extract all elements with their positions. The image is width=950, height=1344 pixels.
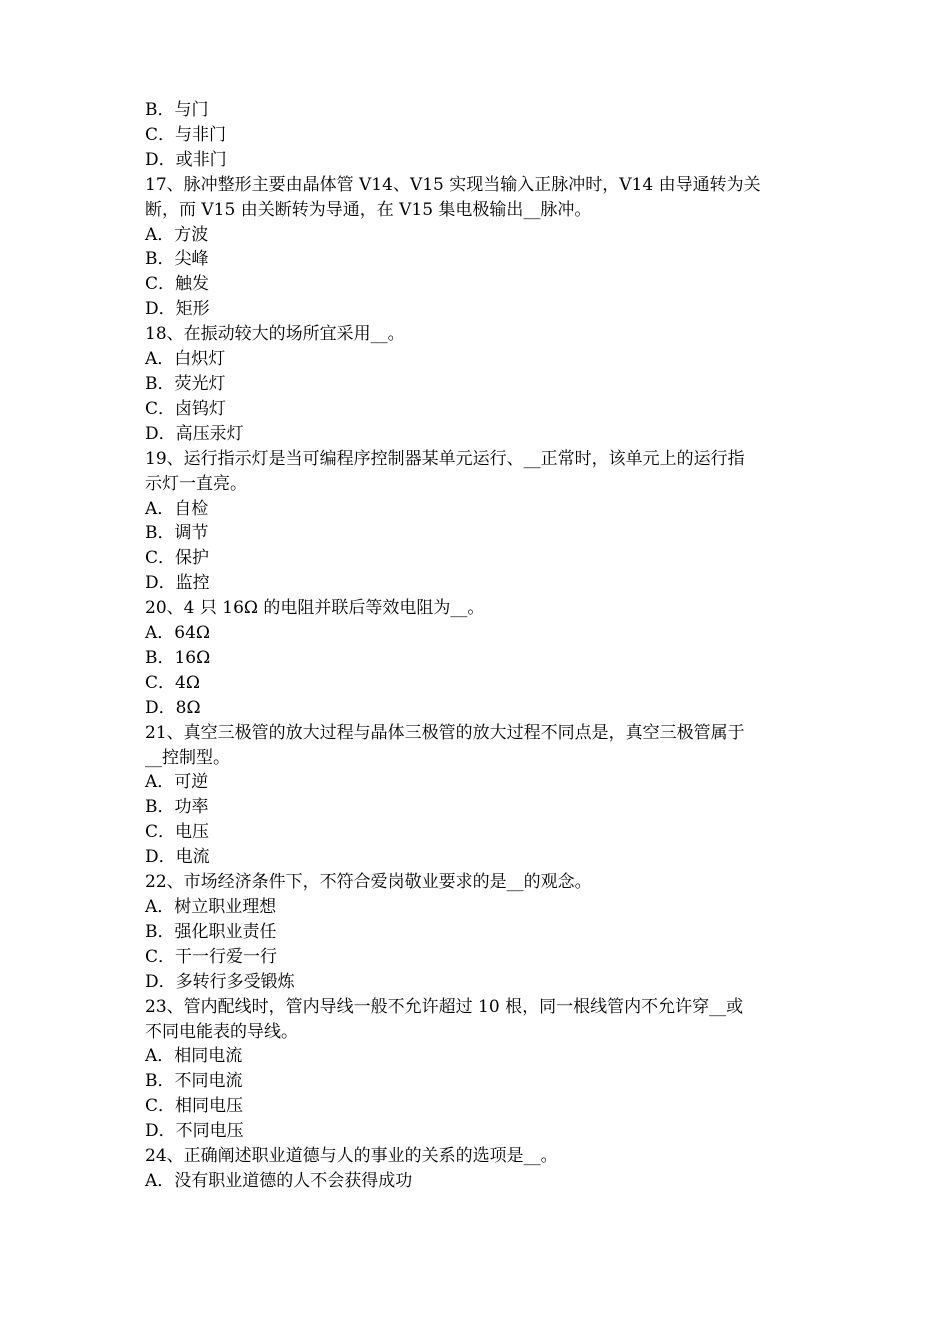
- question-line: __控制型。: [145, 747, 230, 768]
- option-line: A．方波: [145, 224, 209, 245]
- option-line: C．相同电压: [145, 1096, 244, 1117]
- option-line: D．不同电压: [145, 1121, 244, 1142]
- question-line: 断，而 V15 由关断转为导通，在 V15 集电极输出__脉冲。: [145, 199, 592, 220]
- option-line: C．保护: [145, 548, 210, 569]
- option-line: C．触发: [145, 274, 210, 295]
- option-line: A．没有职业道德的人不会获得成功: [145, 1170, 413, 1191]
- option-line: B．调节: [145, 523, 209, 544]
- option-line: B．强化职业责任: [145, 921, 277, 942]
- option-line: B．不同电流: [145, 1071, 243, 1092]
- question-line: 21、真空三极管的放大过程与晶体三极管的放大过程不同点是，真空三极管属于: [145, 722, 745, 743]
- question-line: 18、在振动较大的场所宜采用__。: [145, 324, 405, 345]
- question-line: 不同电能表的导线。: [145, 1021, 298, 1042]
- option-line: B．功率: [145, 797, 209, 818]
- option-line: D．电流: [145, 847, 210, 868]
- question-line: 23、管内配线时，管内导线一般不允许超过 10 根，同一根线管内不允许穿__或: [145, 996, 744, 1017]
- option-line: C．卤钨灯: [145, 398, 227, 419]
- option-line: D．矩形: [145, 299, 210, 320]
- option-line: B．16Ω: [145, 647, 211, 668]
- option-line: C．干一行爱一行: [145, 946, 278, 967]
- question-line: 19、运行指示灯是当可编程序控制器某单元运行、__正常时，该单元上的运行指: [145, 448, 745, 469]
- option-line: A．树立职业理想: [145, 897, 277, 917]
- option-line: A．64Ω: [145, 623, 211, 644]
- option-line: A．相同电流: [145, 1046, 243, 1067]
- option-line: C．4Ω: [145, 672, 200, 693]
- exam-content: [145, 98, 810, 1194]
- question-line: 20、4 只 16Ω 的电阻并联后等效电阻为__。: [145, 598, 485, 619]
- question-line: 22、市场经济条件下，不符合爱岗敬业要求的是__的观念。: [145, 872, 592, 893]
- option-line: A．自检: [145, 498, 209, 519]
- option-line: B．尖峰: [145, 249, 209, 270]
- option-line: B．与门: [145, 100, 209, 120]
- option-line: C．电压: [145, 822, 210, 843]
- option-line: A．白炽灯: [145, 349, 226, 370]
- option-line: D．监控: [145, 573, 210, 594]
- option-line: D．多转行多受锻炼: [145, 971, 295, 992]
- question-line: 示灯一直亮。: [145, 473, 247, 494]
- option-line: C．与非门: [145, 124, 227, 145]
- option-line: D．或非门: [145, 149, 227, 170]
- option-line: A．可逆: [145, 772, 209, 793]
- option-line: D．8Ω: [145, 697, 201, 718]
- option-line: D．高压汞灯: [145, 423, 244, 444]
- question-line: 24、正确阐述职业道德与人的事业的关系的选项是__。: [145, 1146, 558, 1167]
- question-line: 17、脉冲整形主要由晶体管 V14、V15 实现当输入正脉冲时，V14 由导通转为关: [145, 174, 761, 195]
- option-line: B．荧光灯: [145, 373, 226, 394]
